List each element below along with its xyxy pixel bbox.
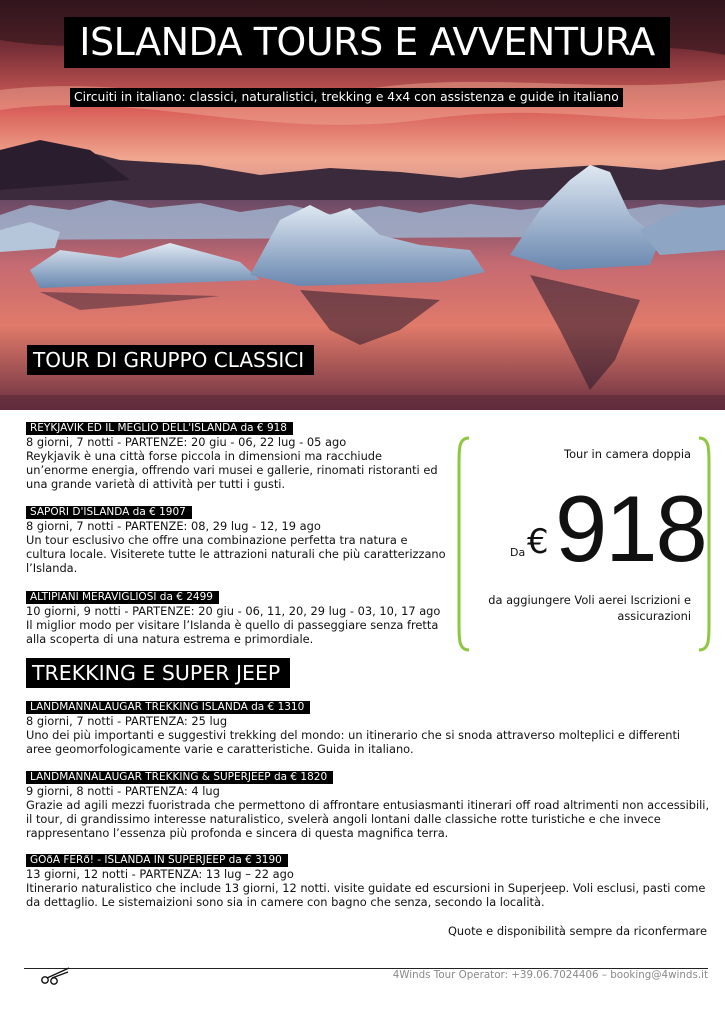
tour-dates: 10 giorni, 9 notti - PARTENZE: 20 giu - 06, 11, 20, 29 lug - 03, 10, 17 ago xyxy=(26,604,441,618)
tour-description: Un tour esclusivo che offre una combinazione perfetta tra natura e cultura locale. Visiterete tutte le attrazioni naturali che più caratterizzano l’Islanda. xyxy=(26,533,446,575)
tour-description: Grazie ad agili mezzi fuoristrada che permettono di affrontare entusiasmanti itinerari off road altrimenti non accessibili, il tour, di grandissimo interesse naturalistico, svelerà angoli lontani dalle classiche rotte turistiche e che invece rappresentano l’essenza più profonda e sincera di questa magnifica terra. xyxy=(26,798,710,840)
tour-dates: 8 giorni, 7 notti - PARTENZA: 25 lug xyxy=(26,714,228,728)
price-amount: 918 xyxy=(555,476,706,581)
section-title-classic-tours: TOUR DI GRUPPO CLASSICI xyxy=(27,345,314,375)
price-highlight-box xyxy=(455,434,713,654)
tour-dates: 13 giorni, 12 notti - PARTENZA: 13 lug – 22 ago xyxy=(26,867,294,881)
price-prefix: Da xyxy=(510,546,526,559)
section-title-trekking: TREKKING E SUPER JEEP xyxy=(26,658,290,688)
tour-item-reykjavik xyxy=(26,420,446,491)
tour-item-landmannalaugar-superjeep xyxy=(26,769,716,840)
tour-heading: GOðA FERð! - ISLANDA IN SUPERJEEP da € 3190 xyxy=(26,854,288,867)
scissors-icon xyxy=(38,966,72,986)
tour-description: Itinerario naturalistico che include 13 giorni, 12 notti. visite guidate ed escursioni in Superjeep. Voli esclusi, pasti come da dettaglio. Le sistemaizioni sono sia in camere con bagno che senza, secondo la località. xyxy=(26,881,706,909)
page-subtitle: Circuiti in italiano: classici, naturalistici, trekking e 4x4 con assistenza e guide in italiano xyxy=(70,88,623,107)
tour-description: Il miglior modo per visitare l’Islanda è quello di passeggiare senza fretta alla scoperta di una natura estrema e primordiale. xyxy=(26,618,439,646)
price-room-note: Tour in camera doppia xyxy=(564,447,691,461)
price-extra-note: da aggiungere Voli aerei Iscrizioni e assicurazioni xyxy=(488,593,691,623)
tour-heading: LANDMANNALAUGAR TREKKING & SUPERJEEP da € 1820 xyxy=(26,771,333,784)
tour-heading: REYKJAVIK ED IL MEGLIO DELL'ISLANDA da € 918 xyxy=(26,422,293,435)
tour-heading: LANDMANNALAUGAR TREKKING ISLANDA da € 1310 xyxy=(26,701,310,714)
price-currency: € xyxy=(527,522,549,562)
tour-heading: ALTIPIANI MERAVIGLIOSI da € 2499 xyxy=(26,591,219,604)
tour-dates: 9 giorni, 8 notti - PARTENZA: 4 lug xyxy=(26,784,220,798)
tour-description: Reykjavik è una città forse piccola in dimensioni ma racchiude un’enorme energia, offrendo vari musei e gallerie, rinomati ristoranti ed una grande varietà di attività per tutti i gusti. xyxy=(26,449,438,491)
tour-item-sapori xyxy=(26,504,446,575)
tour-dates: 8 giorni, 7 notti - PARTENZE: 08, 29 lug - 12, 19 ago xyxy=(26,519,321,533)
reconfirm-note: Quote e disponibilità sempre da riconfermare xyxy=(447,924,707,938)
tour-item-altipiani xyxy=(26,589,446,646)
tour-item-landmannalaugar-trekking xyxy=(26,699,698,756)
tour-description: Uno dei più importanti e suggestivi trekking del mondo: un itinerario che si snoda attraverso molteplici e differenti aree geomorfologicamente varie e caratteristiche. Guida in italiano. xyxy=(26,728,681,756)
tour-dates: 8 giorni, 7 notti - PARTENZE: 20 giu - 06, 22 lug - 05 ago xyxy=(26,435,347,449)
footer-contact: 4Winds Tour Operator: +39.06.7024406 – booking@4winds.it xyxy=(392,969,708,981)
tour-item-goda-ferd xyxy=(26,852,716,909)
tour-heading: SAPORI D'ISLANDA da € 1907 xyxy=(26,506,192,519)
page-title: ISLANDA TOURS E AVVENTURA xyxy=(64,17,670,68)
